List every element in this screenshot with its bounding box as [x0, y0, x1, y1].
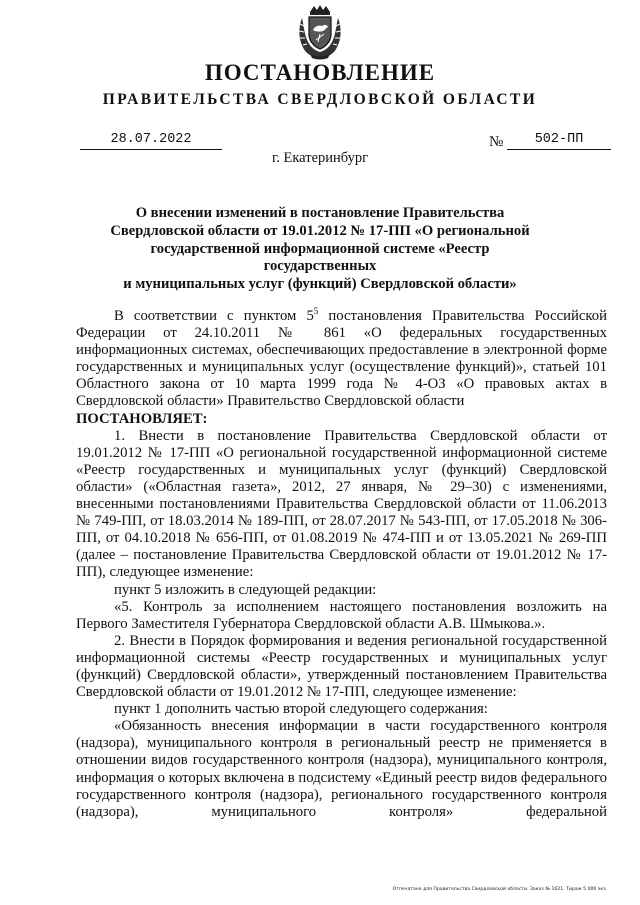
document-number: 502-ПП [507, 131, 611, 150]
footnote-superscript: 5 [313, 306, 319, 317]
number-label: № [489, 134, 504, 150]
coat-of-arms-icon [296, 4, 344, 60]
preamble-text-start: В соответствии с пунктом 5 [114, 308, 314, 324]
clause-1: 1. Внести в постановление Правительства Свердловской области от 19.01.2012 № 17-ПП «О региональной государственной информационной системе «Реестр государственных и муниципальных услуг (функций) Свердловской области» («Областная газета», 2012, 27 января, № 29–30) с изменениями, внесенными постановлениями Правительства Свердловской области от 11.06.2013 № 749-ПП, от 18.03.2014 № 189-ПП, от 28.07.2017 № 543-ПП, от 17.05.2018 № 306-ПП, от 04.10.2018 № 656-ПП, от 01.08.2019 № 474-ПП и от 13.05.2021 № 269-ПП (далее – постановление Правительства Свердловской области от 19.01.2012 № 17-ПП), следующее изменение: [76, 427, 607, 581]
document-issuer: ПРАВИТЕЛЬСТВА СВЕРДЛОВСКОЙ ОБЛАСТИ [102, 91, 538, 108]
document-body [76, 308, 607, 821]
clause-2-new-text: «Обязанность внесения информации в части государственного контроля (надзора), муниципального контроля в региональный реестр не применяется в отношении видов государственного контроля (надзора), муниципального контроля, информация о которых включена в подсистему «Единый реестр видов федерального государственного контроля (надзора), регионального государственного контроля (надзора), муниципального контроля» федеральной [76, 718, 607, 820]
clause-2: 2. Внести в Порядок формирования и ведения региональной государственной информационной системы «Реестр государственных и муниципальных услуг (функций) Свердловской области», утвержденный постановлением Правительства Свердловской области от 19.01.2012 № 17-ПП, следующее изменение: [76, 632, 607, 701]
subject-line: и муниципальных услуг (функций) Свердловской области» [123, 276, 517, 293]
subject-line: Свердловской области от 19.01.2012 № 17-ПП «О региональной [110, 222, 530, 239]
subject-line: О внесении изменений в постановление Правительства [135, 205, 505, 221]
document-subject [105, 205, 535, 294]
document-date: 28.07.2022 [80, 131, 222, 150]
document-city: г. Екатеринбург [271, 150, 369, 166]
clause-1-new-text: «5. Контроль за исполнением настоящего постановления возложить на Первого Заместителя Губернатора Свердловской области А.В. Шмыкова.». [76, 598, 607, 632]
preamble-paragraph [76, 308, 607, 411]
clause-1-instruction: пункт 5 изложить в следующей редакции: [114, 581, 377, 598]
subject-line: государственной информационной системе «Реестр государственных [150, 240, 490, 275]
document-title: ПОСТАНОВЛЕНИЕ [204, 60, 436, 85]
print-footer: Отпечатано для Правительства Свердловской области. Заказ № 1621. Тираж 5 000 экз. [392, 887, 607, 892]
preamble-text-rest: постановления Правительства Российской Федерации от 24.10.2011 № 861 «О федеральных государственных информационных системах, обеспечивающих предоставление в электронной форме государственных и муниципальных услуг (осуществление функций)», статьей 101 Областного закона от 10 марта 1999 года № 4-ОЗ «О правовых актах в Свердловской области» Правительство Свердловской области [76, 308, 607, 410]
clause-2-instruction: пункт 1 дополнить частью второй следующего содержания: [114, 701, 488, 718]
decree-word: ПОСТАНОВЛЯЕТ: [76, 410, 208, 427]
